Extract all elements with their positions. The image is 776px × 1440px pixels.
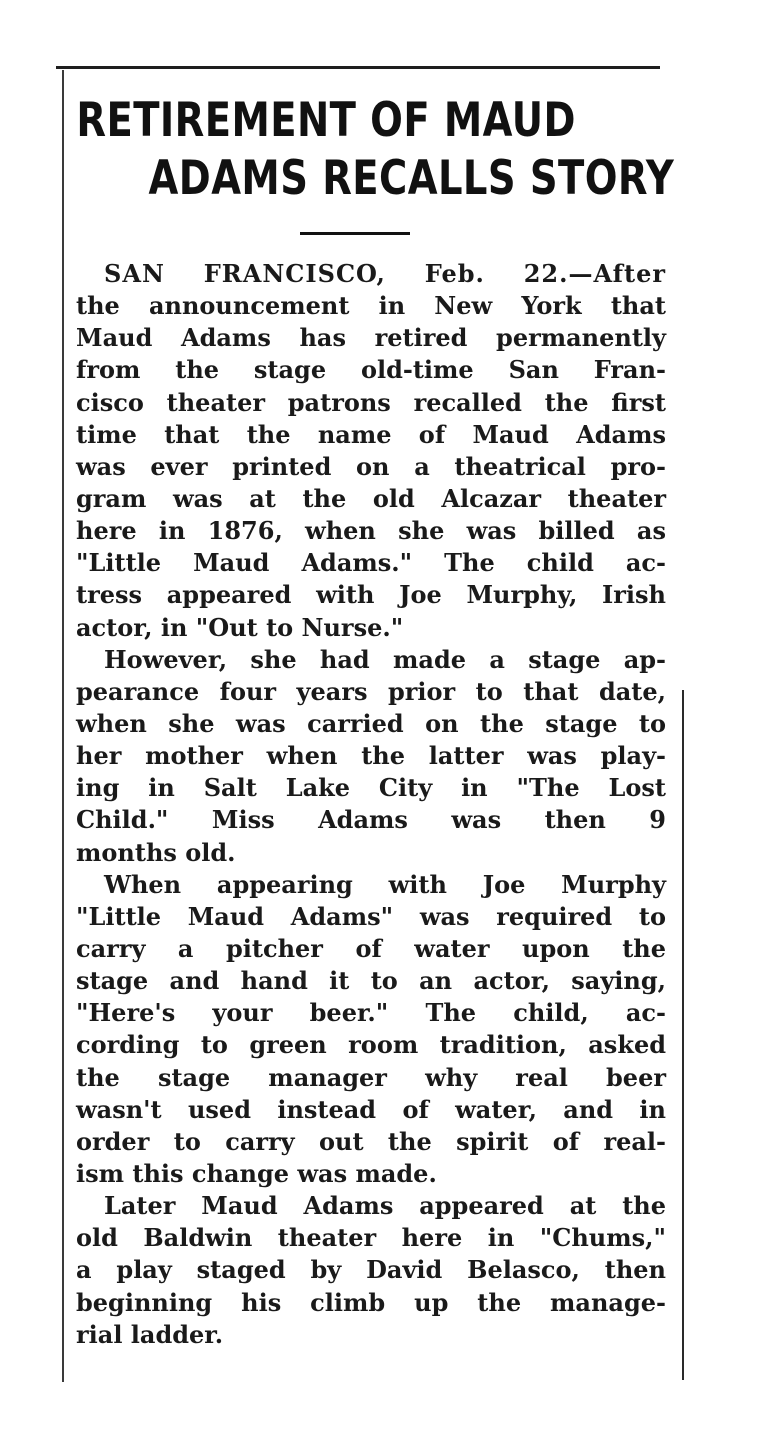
headline-line-1: RETIREMENT OF MAUD (76, 93, 576, 148)
article-line: Later Maud Adams appeared at the (104, 1191, 666, 1221)
article-line: from the stage old-time San Fran- (76, 355, 666, 385)
article-line: here in 1876, when she was billed as (76, 516, 666, 546)
article-line: was ever printed on a theatrical pro- (76, 451, 666, 481)
article-body (76, 258, 666, 1351)
article-line: a play staged by David Belasco, then (76, 1255, 666, 1285)
headline-line-2: ADAMS RECALLS STORY (148, 151, 675, 206)
left-column-rule (62, 70, 64, 1382)
article-line: SAN FRANCISCO, Feb. 22.—After (104, 259, 666, 288)
article-line: beginning his climb up the manage- (76, 1287, 666, 1317)
article-line: order to carry out the spirit of real- (76, 1126, 666, 1156)
article-line: ism this change was made. (76, 1158, 437, 1188)
headline (60, 92, 675, 208)
article-line: "Little Maud Adams." The child ac- (76, 548, 666, 578)
article-line: cisco theater patrons recalled the first (76, 387, 666, 417)
article-line: rial ladder. (76, 1319, 224, 1349)
article-line: "Here's your beer." The child, ac- (76, 998, 666, 1028)
article-line: months old. (76, 837, 236, 867)
article-line: stage and hand it to an actor, saying, (76, 966, 666, 996)
article-line: when she was carried on the stage to (76, 708, 666, 738)
top-column-rule (56, 66, 660, 69)
article-line: gram was at the old Alcazar theater (76, 483, 666, 513)
article-line: tress appeared with Joe Murphy, Irish (76, 580, 666, 610)
article-line: her mother when the latter was play- (76, 741, 666, 771)
article-line: pearance four years prior to that date, (76, 676, 666, 706)
article-line: When appearing with Joe Murphy (104, 869, 666, 899)
article-line: wasn't used instead of water, and in (76, 1094, 666, 1124)
article-line: Child." Miss Adams was then 9 (76, 805, 666, 835)
article-line: the announcement in New York that (76, 291, 666, 321)
article-line: Maud Adams has retired permanently (76, 323, 666, 353)
article-line: time that the name of Maud Adams (76, 419, 666, 449)
article-line: ing in Salt Lake City in "The Lost (76, 773, 666, 803)
headline-divider (300, 232, 410, 235)
article-line: actor, in "Out to Nurse." (76, 612, 404, 642)
article-line: carry a pitcher of water upon the (76, 933, 666, 963)
article-line: cording to green room tradition, asked (76, 1030, 666, 1060)
article-line: the stage manager why real beer (76, 1062, 666, 1092)
article-line: However, she had made a stage ap- (104, 644, 666, 674)
article-line: "Little Maud Adams" was required to (76, 901, 666, 931)
right-column-rule (682, 690, 684, 1380)
article-line: old Baldwin theater here in "Chums," (76, 1223, 666, 1253)
